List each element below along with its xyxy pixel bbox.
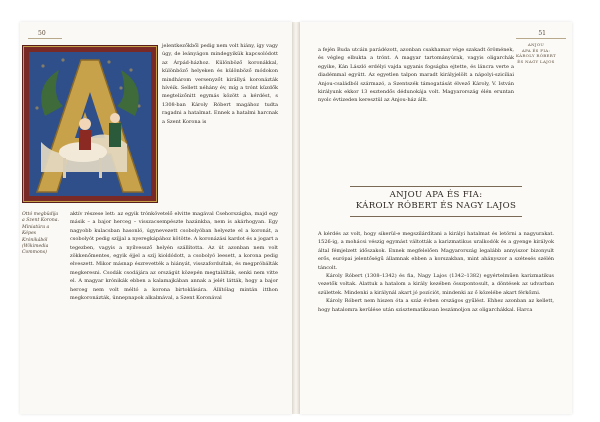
folio-rule [516,38,566,39]
running-head [506,42,566,64]
running-head-line: APA ÉS FIA: [521,47,551,53]
illuminated-initial-miniature [22,45,158,203]
running-head-line: KÁROLY RÓBERT [516,53,556,59]
paragraph: Károly Róbert nem hiszen óta a száz évben országos gyűlést. Ehhez azonban az kellett, hogy hatalomra kerülése után szisztematikusan leszámoljon az oligarchákkal. Harca [318,298,554,313]
chapter-title-line: ANJOU APA ÉS FIA: [389,190,483,200]
folio-rule [28,38,62,39]
page-number-left: 50 [38,30,46,37]
page-number-right: 51 [538,30,546,37]
chapter-rule-top [350,186,522,187]
miniature-caption: Ottó megbüdíja a Szent Korona. Miniatúra a Képes Krónikából (Wikimedia Commons) [22,212,59,256]
chapter-title [334,190,538,212]
running-head-line: ANJOU [527,42,545,47]
paragraph: Károly Róbert (1308–1342) és fia, Nagy Lajos (1342–1382) egyértelműen karizmatikus vezetők voltak. Alattuk a hatalom a király kezében összpontosult, a döntések az udvarban születtek. Mindenki a királynál akart jó pozíciót, mindenki az ő közelébe akart férkőzni. [318,273,554,296]
paragraph: jelentkezőkből pedig nem volt hiány, így vagy úgy, de leányágon mindegyikük kapcsolódott az Árpád-házhoz. Különböző koronákkal, különböző helyeken és különböző módokon mindhárom versenyzőt királlyá koronázták hívéik. Sellett néhány év, míg a trónt küzdők megtelizőnitt egymás között a kérdést, s 1308-ban Károly Róbert magához tudta ragadni a hatalmat. Ennek a hatalmi harcnak a Szent Korona is [162,43,278,125]
paragraph: A kérdés az volt, hogy sikerül-e megszilárdítani a királyi hatalmat és letörni a nagyurakat. 1526-ig, a mohácsi vészig egymást váltották a karizmatikus uralkodók és a gyenge királyok által fémjelzett időszakok. Ennek megfelelően Magyarország legalább annyiszor bizonyult erős, európai jelentőségű államnak ebben a korszakban, mint ahányszor a szétesés szélén táncolt. [318,231,554,271]
right-text-body [318,230,554,314]
right-text-top [318,46,514,105]
book-gutter [292,22,300,414]
chapter-rule-bottom [350,216,522,217]
left-text-beside-miniature [162,42,278,126]
running-head-line: ÉS NAGY LAJOS [517,58,555,64]
right-page [300,22,572,414]
paragraph: a fején Buda utcáin parádézott, azonban csakhamar vége szakadt örömének, és végleg elbukta a trónt. A magyar tartományúrak, vagyis oligarchák egyike, Kán László erdélyi vajda ugyanis fogságba ejtette, és láncra verte a diadémmal együtt. Az egyetlen talpon maradt királyjelölt a nápolyi-szicíliai Anjou-családból származó, a Szentszék támogatását élvező Károly, V. István királyunk ekkor 13 esztendős dédunokája volt. Magyarország élén eruntan nyolc évtizeden keresztül az Anjou-ház állt. [318,47,514,104]
miniature-image [23,46,157,202]
chapter-title-line: KÁROLY RÓBERT ÉS NAGY LAJOS [355,201,517,211]
left-page [20,22,292,414]
left-text-body [70,210,278,302]
paragraph: aktív részese lett: az egyik trónkövetelő elvitte magával Csehországba, majd egy másik – a bajor herceg – visszacsempészte hazánkba, nem is akárhogyan. Egy nagyobb kulacsban hasonló, úgynevezett csobolyóban helyezte el a koronát, a csobolyót pedig szíjjal a nyeregkápához kötötte. A koronázási kardot és a jogart a tegezben, vagyis a nyílvessző helyén szállította. Az út azonban nem volt zökkenőmentes, egyik éjjel a szíj kioldódott, a csobolyó leesett, a korona pedig elveszett. Mikor másnap észrevették a hiányát, visszafordultak, és megpróbálták megkeresni. Csodák csodájára az országút közepén megtalálták, senki nem vitte el. A magyar krónikák ebben a kalamajkában annak a jelét látták, hogy a bajor herceg nem volt méltó a korona birtoklására. Állítólag mintán itthon megkoronázták, ünnepnapok alkalmával, a Szent Koronával [70,211,278,302]
